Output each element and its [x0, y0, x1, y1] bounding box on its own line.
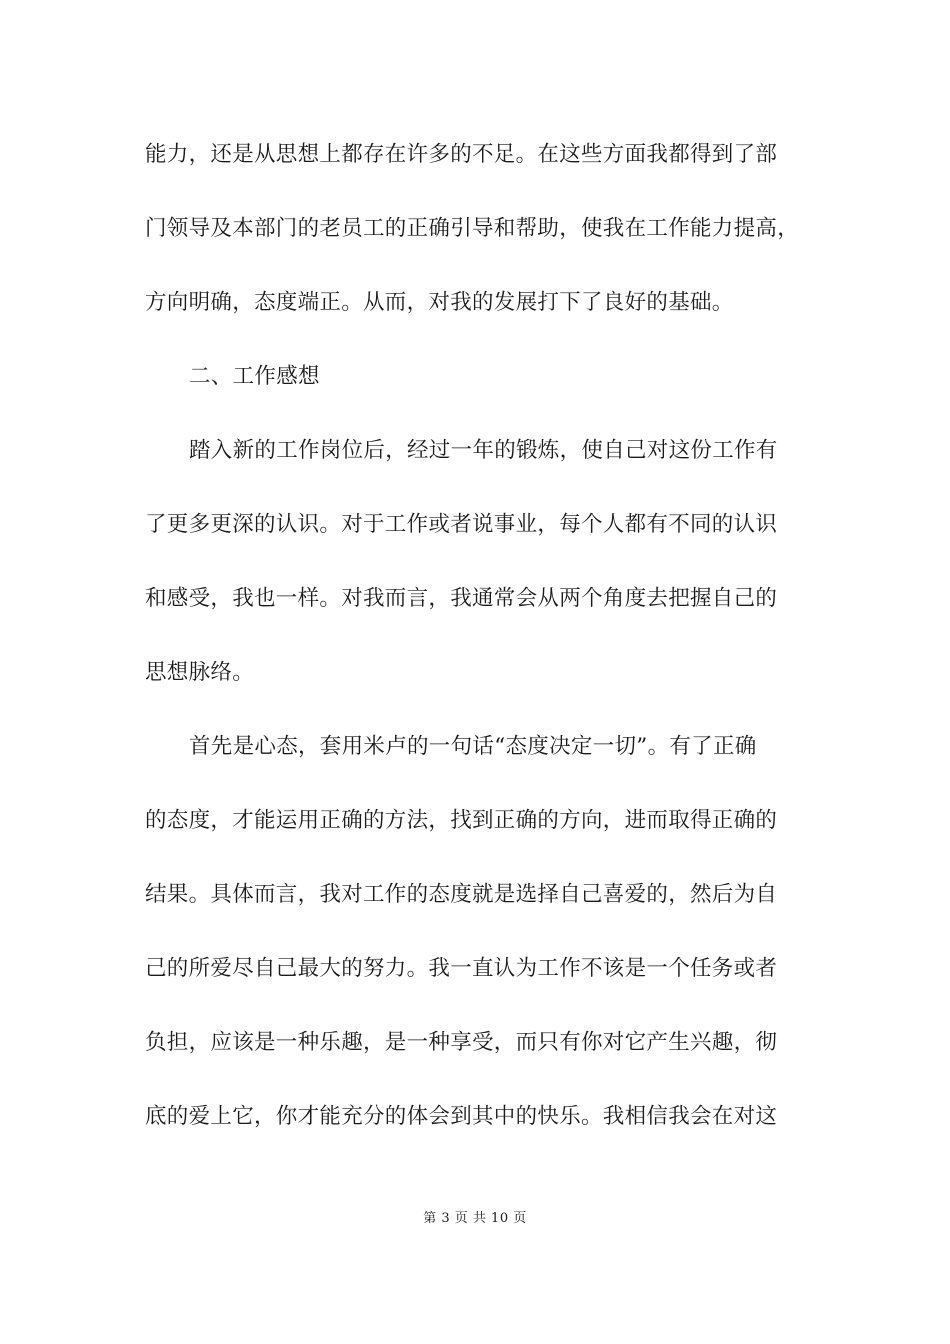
- page-footer: [0, 1207, 950, 1226]
- paragraph-line: 能力，还是从思想上都存在许多的不足。在这些方面我都得到了部: [145, 142, 778, 167]
- document-body: [145, 135, 825, 1171]
- paragraph-line: 和感受，我也一样。对我而言，我通常会从两个角度去把握自己的: [145, 586, 778, 611]
- page-number: 第 3 页 共 10 页: [423, 1211, 527, 1226]
- paragraph-line: 己的所爱尽自己最大的努力。我一直认为工作不该是一个任务或者: [145, 956, 778, 981]
- paragraph-line: 的态度，才能运用正确的方法，找到正确的方向，进而取得正确的: [145, 808, 778, 833]
- paragraph-line: 方向明确，态度端正。从而，对我的发展打下了良好的基础。: [145, 290, 734, 315]
- paragraph-line: 门领导及本部门的老员工的正确引导和帮助，使我在工作能力提高，: [145, 216, 800, 241]
- section-heading: 二、工作感想: [189, 364, 320, 389]
- paragraph-line: 底的爱上它，你才能充分的体会到其中的快乐。我相信我会在对这: [145, 1104, 778, 1129]
- paragraph-line: 思想脉络。: [145, 660, 255, 685]
- paragraph-line: 首先是心态，套用米卢的一句话“态度决定一切”。有了正确: [189, 734, 757, 759]
- paragraph-line: 踏入新的工作岗位后，经过一年的锻炼，使自己对这份工作有: [189, 438, 778, 463]
- paragraph-line: 负担，应该是一种乐趣，是一种享受，而只有你对它产生兴趣，彻: [145, 1030, 778, 1055]
- paragraph-line: 了更多更深的认识。对于工作或者说事业，每个人都有不同的认识: [145, 512, 778, 537]
- paragraph-line: 结果。具体而言，我对工作的态度就是选择自己喜爱的，然后为自: [145, 882, 778, 907]
